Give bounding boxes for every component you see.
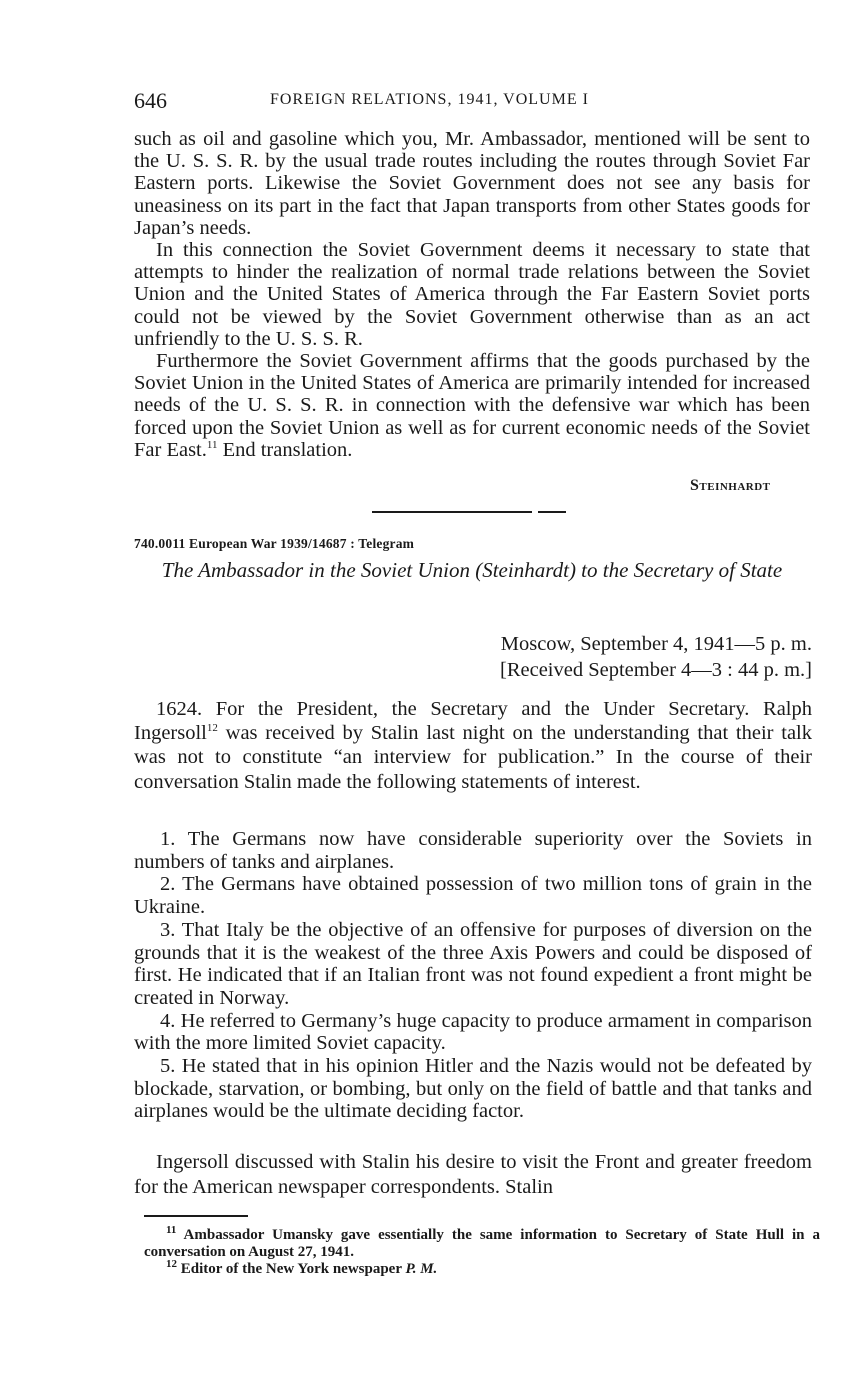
dateline-received: [Received September 4—3 : 44 p. m.] <box>500 659 812 681</box>
intro-text-b: was received by Stalin last night on the understanding that their talk was not to constitute “an interview for publication.” In the course of their conversation Stalin made the following statements of interest. <box>134 722 812 793</box>
footnote-rule <box>144 1215 248 1217</box>
dateline <box>440 631 812 683</box>
list-item: 5. He stated that in his opinion Hitler and the Nazis would not be defeated by blockade, starvation, or bombing, but only on the field of battle and that tanks and airplanes would be the ultimate deciding factor. <box>134 1055 812 1123</box>
footnote-ref-12: 12 <box>206 722 218 735</box>
page-header <box>134 88 810 118</box>
dateline-sent: Moscow, September 4, 1941—5 p. m. <box>500 633 812 655</box>
page-number: 646 <box>134 88 167 113</box>
section-divider-short <box>538 511 566 513</box>
closing-text <box>134 1150 812 1200</box>
paragraph-2: In this connection the Soviet Government deems it necessary to state that attempts to hinder the realization of normal trade relations between the Soviet Union and the United States of America through the Far Eastern Soviet ports could not be viewed by the Soviet Government otherwise than as an act unfriendly to the U. S. S. R. <box>134 239 810 350</box>
footnote-text: Editor of the New York newspaper <box>177 1261 406 1277</box>
closing-paragraph: Ingersoll discussed with Stalin his desire to visit the Front and greater freedom for the American newspaper correspondents. Stalin <box>134 1151 812 1198</box>
running-head: FOREIGN RELATIONS, 1941, VOLUME I <box>270 91 589 108</box>
footnote-number: 12 <box>166 1258 177 1270</box>
intro-text-a: 1624. For the President, the Secretary and the Under Secretary. Ralph Ingersoll <box>134 698 812 745</box>
telegram-intro <box>134 697 812 794</box>
footnotes <box>144 1224 820 1278</box>
intro-paragraph <box>134 697 812 794</box>
footnote-11 <box>144 1224 820 1261</box>
document-title: The Ambassador in the Soviet Union (Steinhardt) to the Secretary of State <box>161 558 783 582</box>
file-reference: 740.0011 European War 1939/14687 : Telegram <box>134 536 415 551</box>
footnote-ref-11: 11 <box>206 439 218 452</box>
footnote-text: Ambassador Umansky gave essentially the same information to Secretary of State Hull in a conversation on August 27, 1941. <box>144 1227 820 1260</box>
statement-list <box>134 828 812 1123</box>
footnote-number: 11 <box>166 1224 177 1236</box>
footnote-italic: P. M. <box>405 1261 438 1277</box>
previous-document-text <box>134 128 810 461</box>
footnote-12 <box>144 1258 820 1278</box>
paragraph-1: such as oil and gasoline which you, Mr. Ambassador, mentioned will be sent to the U. S. S. R. by the usual trade routes including the routes through Soviet Far Eastern ports. Likewise the Soviet Government does not see any basis for uneasiness on its part in the fact that Japan transports from other States goods for Japan’s needs. <box>134 128 810 239</box>
paragraph-3-text: Furthermore the Soviet Government affirms that the goods purchased by the Soviet Union in the United States of America are primarily intended for increased needs of the U. S. S. R. in connection with the defensive war which has been forced upon the Soviet Union as well as for current economic needs of the Soviet Far East. <box>134 350 810 461</box>
paragraph-3 <box>134 350 810 461</box>
list-item: 1. The Germans now have considerable superiority over the Soviets in numbers of tanks and airplanes. <box>134 828 812 873</box>
signature: Steinhardt <box>690 477 771 494</box>
paragraph-3-tail: End translation. <box>217 438 353 461</box>
list-item: 2. The Germans have obtained possession of two million tons of grain in the Ukraine. <box>134 873 812 919</box>
list-item: 4. He referred to Germany’s huge capacity to produce armament in comparison with the more limited Soviet capacity. <box>134 1009 812 1055</box>
section-divider <box>372 511 532 513</box>
list-item: 3. That Italy be the objective of an offensive for purposes of diversion on the grounds that it is the weakest of the three Axis Powers and could be disposed of first. He indicated that if an Italian front was not found expedient a front might be created in Norway. <box>134 918 812 1009</box>
